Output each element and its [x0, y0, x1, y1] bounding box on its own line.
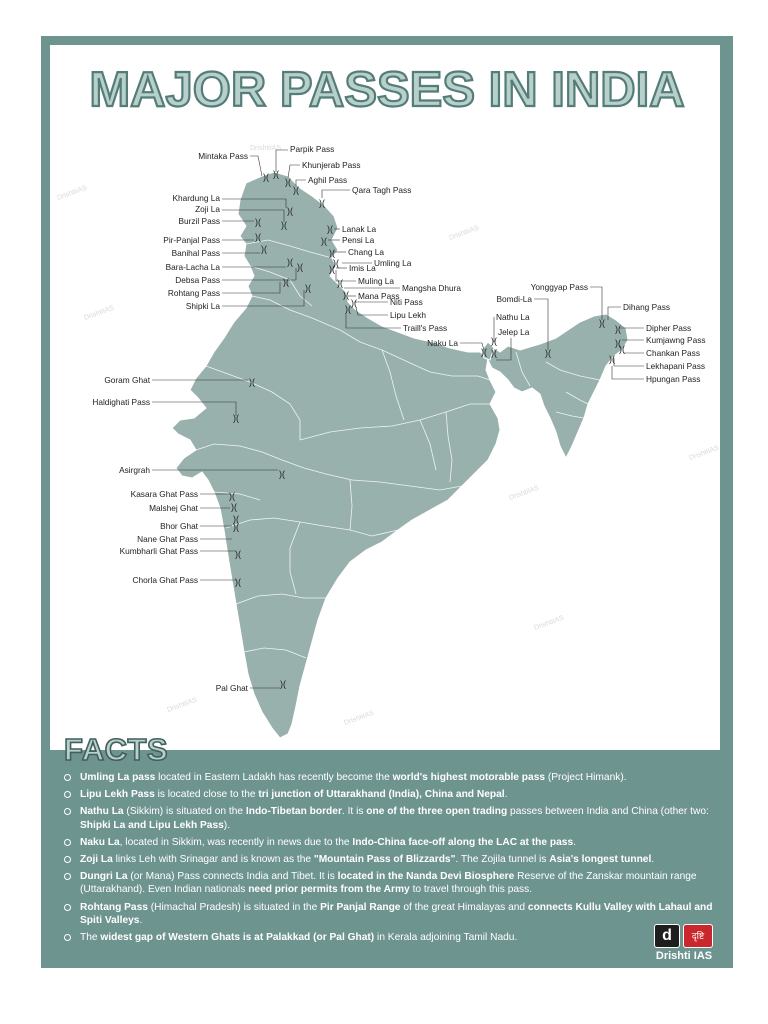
fact-text: links Leh with Srinagar and is known as the	[112, 854, 314, 866]
fact-text: . The Zojila tunnel is	[455, 854, 550, 866]
label-lekhapani: Lekhapani Pass	[646, 361, 706, 371]
label-dipher: Dipher Pass	[646, 323, 692, 333]
fact-highlight: Indo-Tibetan border	[245, 806, 342, 818]
svg-text:)(: )(	[615, 324, 621, 334]
label-zoji: Zoji La	[195, 204, 220, 214]
label-traill: Traill's Pass	[403, 323, 448, 333]
label-jelep: Jelep La	[498, 327, 530, 337]
fact-text: (Himachal Pradesh) is situated in the	[147, 901, 321, 913]
fact-highlight: "Mountain Pass of Blizzards"	[313, 854, 456, 866]
svg-text:)(: )(	[491, 348, 497, 358]
fact-highlight: Lipu Lekh Pass	[80, 789, 155, 801]
svg-text:)(: )(	[235, 577, 241, 587]
logo-hindi: दृष्टि	[683, 924, 713, 948]
label-asirgrah: Asirgrah	[119, 465, 150, 475]
svg-text:)(: )(	[305, 283, 311, 293]
svg-text:)(: )(	[233, 522, 239, 532]
fact-highlight: Shipki La and Lipu Lekh Pass	[80, 819, 224, 831]
label-bhor: Bhor Ghat	[160, 521, 198, 531]
label-aghil: Aghil Pass	[308, 175, 348, 185]
svg-text:)(: )(	[321, 236, 327, 246]
fact-highlight: widest gap of Western Ghats is at Palakkad (or Pal Ghat)	[100, 932, 375, 944]
svg-text:)(: )(	[481, 347, 487, 357]
label-malshej: Malshej Ghat	[149, 503, 198, 513]
label-banihal: Banihal Pass	[171, 248, 220, 258]
fact-text: (or Mana) Pass connects India and Tibet. It is	[127, 871, 338, 883]
fact-highlight: Naku La	[80, 836, 120, 848]
label-hpungan: Hpungan Pass	[646, 374, 701, 384]
label-qara-tagh: Qara Tagh Pass	[352, 185, 412, 195]
fact-text: (Project Himank).	[545, 772, 627, 783]
svg-text:)(: )(	[279, 469, 285, 479]
svg-text:)(: )(	[263, 172, 269, 182]
label-pensi: Pensi La	[342, 235, 375, 245]
label-bomdi: Bomdi-La	[496, 294, 532, 304]
fact-item	[64, 870, 724, 896]
fact-highlight: Dungri La	[80, 871, 128, 883]
svg-text:)(: )(	[297, 262, 303, 272]
svg-text:)(: )(	[333, 258, 339, 268]
svg-text:)(: )(	[615, 338, 621, 348]
fact-highlight: Zoji La	[80, 854, 113, 866]
svg-text:)(: )(	[327, 224, 333, 234]
fact-highlight: Pir Panjal Range	[320, 901, 401, 913]
svg-text:)(: )(	[337, 278, 343, 288]
svg-text:)(: )(	[287, 206, 293, 216]
label-umling: Umling La	[374, 258, 412, 268]
fact-text: (Sikkim) is situated on the	[123, 806, 246, 818]
svg-text:)(: )(	[283, 277, 289, 287]
svg-text:)(: )(	[280, 679, 286, 689]
svg-text:)(: )(	[233, 514, 239, 524]
svg-text:)(: )(	[235, 549, 241, 559]
fact-item	[64, 771, 724, 784]
svg-text:)(: )(	[231, 502, 237, 512]
label-khunjerab: Khunjerab Pass	[302, 160, 361, 170]
svg-text:)(: )(	[281, 220, 287, 230]
svg-text:)(: )(	[287, 257, 293, 267]
label-pir-panjal: Pir-Panjal Pass	[163, 235, 220, 245]
fact-text: The	[80, 932, 101, 944]
fact-item	[64, 805, 724, 831]
watermark: DrishtiIAS	[533, 614, 565, 632]
svg-text:)(: )(	[293, 185, 299, 195]
svg-text:)(: )(	[599, 318, 605, 328]
fact-highlight: Umling La pass	[80, 772, 156, 783]
label-yonggyap: Yonggyap Pass	[530, 282, 588, 292]
svg-text:)(: )(	[491, 336, 497, 346]
watermark: DrishtiIAS	[688, 444, 720, 462]
svg-text:)(: )(	[351, 298, 357, 308]
fact-item	[64, 901, 724, 927]
fact-text: of the great Himalayas and	[400, 901, 528, 913]
watermark: DrishtiIAS	[166, 696, 198, 714]
fact-text: in Kerala adjoining Tamil Nadu.	[374, 932, 518, 944]
label-kumjawng: Kumjawng Pass	[646, 335, 706, 345]
label-parpik: Parpik Pass	[290, 144, 335, 154]
watermark: DrishtiIAS	[508, 484, 540, 502]
label-khardung: Khardung La	[172, 193, 220, 203]
fact-highlight: world's highest motorable pass	[392, 772, 546, 783]
fact-highlight: Asia's longest tunnel	[549, 854, 652, 866]
fact-item	[64, 931, 724, 944]
label-rohtang: Rohtang Pass	[167, 288, 220, 298]
svg-text:)(: )(	[273, 169, 279, 179]
label-kumbharli: Kumbharli Ghat Pass	[119, 546, 198, 556]
watermark: DrishtiIAS	[83, 304, 115, 322]
svg-text:)(: )(	[609, 354, 615, 364]
watermark: DrishtiIAS	[343, 709, 375, 727]
label-nathu: Nathu La	[496, 312, 530, 322]
fact-text: . It is	[341, 806, 367, 818]
label-lipu-lekh: Lipu Lekh	[390, 310, 426, 320]
label-lanak: Lanak La	[342, 224, 377, 234]
fact-highlight: need prior permits from the Army	[248, 884, 410, 896]
label-imis: Imis La	[349, 263, 376, 273]
svg-text:)(: )(	[329, 264, 335, 274]
fact-highlight: connects Kullu Valley with Lahaul and Spiti Valleys	[80, 901, 713, 926]
fact-highlight: located in the Nanda Devi Biosphere	[337, 871, 515, 883]
logo-letter: d	[654, 924, 680, 948]
label-niti: Niti Pass	[390, 297, 423, 307]
label-bara-lacha: Bara-Lacha La	[165, 262, 220, 272]
facts-heading: FACTS	[64, 732, 169, 767]
svg-text:)(: )(	[343, 290, 349, 300]
fact-text: ).	[223, 819, 231, 831]
fact-highlight: one of the three open trading	[366, 806, 508, 818]
svg-text:)(: )(	[329, 248, 335, 258]
fact-text: passes between India and China (other two:	[507, 806, 709, 818]
fact-highlight: Indo-China face-off along the LAC at the pass	[352, 836, 574, 848]
logo-name: Drishti IAS	[655, 950, 713, 962]
fact-text: located in Eastern Ladakh has recently become the	[155, 772, 393, 783]
label-chankan: Chankan Pass	[646, 348, 700, 358]
svg-text:)(: )(	[261, 244, 267, 254]
label-chang: Chang La	[348, 247, 384, 257]
svg-text:)(: )(	[255, 232, 261, 242]
fact-text: to travel through this pass.	[409, 884, 533, 896]
label-burzil: Burzil Pass	[178, 216, 220, 226]
svg-text:)(: )(	[229, 491, 235, 501]
label-goram: Goram Ghat	[104, 375, 150, 385]
fact-highlight: tri junction of Uttarakhand (India), China and Nepal	[258, 789, 505, 801]
facts-list	[64, 771, 724, 948]
label-nane: Nane Ghat Pass	[137, 534, 198, 544]
svg-text:)(: )(	[619, 344, 625, 354]
svg-text:)(: )(	[319, 198, 325, 208]
svg-text:)(: )(	[545, 348, 551, 358]
fact-item	[64, 788, 724, 801]
fact-highlight: Nathu La	[80, 806, 124, 818]
svg-text:)(: )(	[249, 377, 255, 387]
label-mangsha-dhura: Mangsha Dhura	[402, 283, 462, 293]
svg-text:)(: )(	[345, 304, 351, 314]
label-shipki: Shipki La	[185, 301, 220, 311]
fact-text: .	[651, 854, 655, 866]
fact-text: , located in Sikkim, was recently in news due to the	[119, 836, 353, 848]
fact-text: is located close to the	[154, 789, 259, 801]
label-mintaka: Mintaka Pass	[198, 151, 248, 161]
fact-text: .	[139, 914, 143, 926]
watermark: DrishtiIAS	[56, 184, 88, 202]
fact-item	[64, 836, 724, 849]
label-haldighati: Haldighati Pass	[92, 397, 150, 407]
fact-text: .	[504, 789, 508, 801]
label-muling: Muling La	[358, 276, 394, 286]
svg-text:)(: )(	[285, 177, 291, 187]
label-chorla: Chorla Ghat Pass	[132, 575, 198, 585]
label-debsa: Debsa Pass	[175, 275, 220, 285]
fact-text: .	[573, 836, 576, 848]
label-dihang: Dihang Pass	[623, 302, 671, 312]
label-naku: Naku La	[427, 338, 458, 348]
fact-item	[64, 853, 724, 866]
svg-text:)(: )(	[233, 413, 239, 423]
label-mana: Mana Pass	[358, 291, 400, 301]
label-kasara: Kasara Ghat Pass	[130, 489, 198, 499]
watermark: DrishtiIAS	[448, 224, 480, 242]
fact-highlight: Rohtang Pass	[80, 901, 148, 913]
fact-text: Reserve of the Zanskar mountain range (Uttarakhand). Even Indian nationals	[80, 871, 697, 896]
watermark: DrishtiIAS	[250, 145, 282, 152]
label-pal: Pal Ghat	[215, 683, 248, 693]
page-title: MAJOR PASSES IN INDIA	[89, 63, 685, 117]
svg-text:)(: )(	[255, 217, 261, 227]
